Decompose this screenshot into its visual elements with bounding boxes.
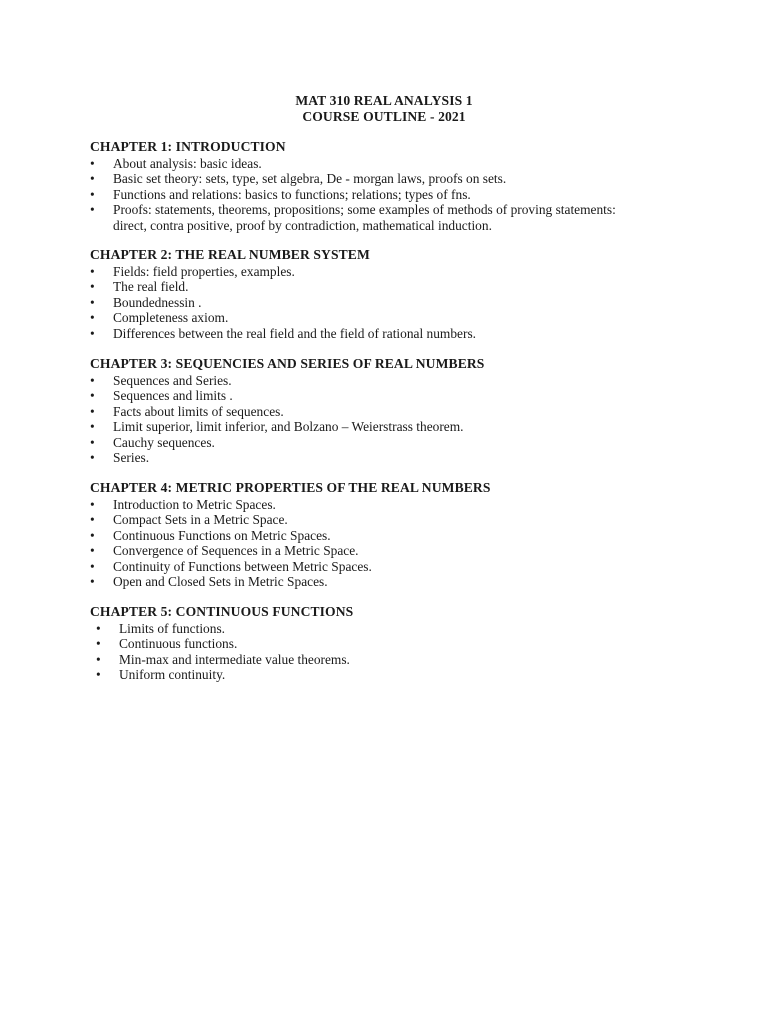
bullet-icon: • xyxy=(90,325,95,341)
document-title xyxy=(0,93,768,125)
list-item-text: Series. xyxy=(113,450,150,466)
list-item-text: Continuous functions. xyxy=(119,636,238,652)
list-item xyxy=(90,543,730,558)
bullet-icon: • xyxy=(90,186,95,202)
bullet-icon: • xyxy=(90,434,95,450)
list-item-text: Uniform continuity. xyxy=(119,667,226,683)
bullet-icon: • xyxy=(90,279,95,295)
list-item-text: Introduction to Metric Spaces. xyxy=(113,497,276,512)
chapter-heading: CHAPTER 5: CONTINUOUS FUNCTIONS xyxy=(90,604,354,619)
bullet-icon: • xyxy=(90,574,95,590)
list-item xyxy=(90,388,730,403)
list-item xyxy=(90,419,730,434)
chapter-heading: CHAPTER 1: INTRODUCTION xyxy=(90,139,286,154)
chapter-item-list xyxy=(90,497,730,589)
list-item xyxy=(90,497,730,512)
list-item-text: Continuity of Functions between Metric Spaces. xyxy=(113,558,372,574)
chapter-item-list xyxy=(90,373,730,465)
list-item-text: The real field. xyxy=(113,279,189,295)
list-item xyxy=(90,187,730,202)
bullet-icon: • xyxy=(90,497,95,512)
list-item xyxy=(90,512,730,527)
bullet-icon: • xyxy=(90,403,95,419)
list-item-text: Convergence of Sequences in a Metric Space. xyxy=(113,543,359,559)
list-item-text: Fields: field properties, examples. xyxy=(113,264,295,279)
bullet-icon: • xyxy=(90,310,95,326)
list-item xyxy=(90,264,730,279)
list-item-text: Basic set theory: sets, type, set algebra, De - morgan laws, proofs on sets. xyxy=(113,171,507,187)
list-item xyxy=(90,636,730,651)
list-item xyxy=(90,667,730,682)
chapter-heading: CHAPTER 4: METRIC PROPERTIES OF THE REAL NUMBERS xyxy=(90,480,491,495)
list-item-text: Facts about limits of sequences. xyxy=(113,403,284,419)
list-item-text: Functions and relations: basics to functions; relations; types of fns. xyxy=(113,186,471,202)
bullet-icon: • xyxy=(90,543,95,559)
bullet-icon: • xyxy=(90,512,95,528)
chapter-heading: CHAPTER 3: SEQUENCIES AND SERIES OF REAL NUMBERS xyxy=(90,356,485,371)
bullet-icon: • xyxy=(90,558,95,574)
list-item xyxy=(90,652,730,667)
chapter-item-list xyxy=(90,264,730,341)
chapter-4-section xyxy=(90,480,730,589)
list-item xyxy=(90,435,730,450)
list-item xyxy=(90,156,730,171)
list-item xyxy=(90,450,730,465)
list-item-text: Completeness axiom. xyxy=(113,310,229,326)
bullet-icon: • xyxy=(96,621,101,636)
bullet-icon: • xyxy=(90,373,95,388)
bullet-icon: • xyxy=(96,651,101,667)
bullet-icon: • xyxy=(90,450,95,466)
list-item xyxy=(90,279,730,294)
outline-subtitle: COURSE OUTLINE - 2021 xyxy=(302,109,466,124)
list-item-text: Continuous Functions on Metric Spaces. xyxy=(113,527,331,543)
list-item xyxy=(90,621,730,636)
list-item-text: Differences between the real field and the field of rational numbers. xyxy=(113,325,477,341)
chapter-3-section xyxy=(90,356,730,465)
chapter-heading: CHAPTER 2: THE REAL NUMBER SYSTEM xyxy=(90,247,370,262)
list-item-text: Limit superior, limit inferior, and Bolzano – Weierstrass theorem. xyxy=(113,419,464,435)
chapter-2-section xyxy=(90,247,730,341)
list-item-text: Sequences and limits . xyxy=(113,388,233,404)
bullet-icon: • xyxy=(96,667,101,683)
bullet-icon: • xyxy=(90,264,95,279)
bullet-icon: • xyxy=(90,527,95,543)
list-item xyxy=(90,404,730,419)
bullet-icon: • xyxy=(90,388,95,404)
list-item xyxy=(90,559,730,574)
list-item-text: Open and Closed Sets in Metric Spaces. xyxy=(113,574,328,590)
list-item xyxy=(90,295,730,310)
bullet-icon: • xyxy=(90,419,95,435)
list-item-text: Min-max and intermediate value theorems. xyxy=(119,651,350,667)
list-item xyxy=(90,373,730,388)
chapter-item-list xyxy=(90,156,730,233)
list-item xyxy=(90,202,638,233)
list-item-text: Limits of functions. xyxy=(119,621,226,636)
bullet-icon: • xyxy=(90,202,95,218)
list-item xyxy=(90,528,730,543)
list-item xyxy=(90,326,730,341)
bullet-icon: • xyxy=(96,636,101,652)
bullet-icon: • xyxy=(90,156,95,171)
chapter-1-section xyxy=(90,139,730,233)
list-item xyxy=(90,171,730,186)
list-item-text: Proofs: statements, theorems, propositions; some examples of methods of proving statements: direct, contra positive, proof by contradiction, mathematical induction. xyxy=(113,202,616,233)
bullet-icon: • xyxy=(90,294,95,310)
chapter-item-list xyxy=(90,621,730,683)
course-title: MAT 310 REAL ANALYSIS 1 xyxy=(295,93,473,108)
bullet-icon: • xyxy=(90,171,95,187)
list-item-text: Sequences and Series. xyxy=(113,373,232,388)
list-item-text: Boundednessin . xyxy=(113,294,202,310)
list-item-text: Compact Sets in a Metric Space. xyxy=(113,512,288,528)
list-item-text: Cauchy sequences. xyxy=(113,434,215,450)
list-item-text: About analysis: basic ideas. xyxy=(113,156,262,171)
list-item xyxy=(90,310,730,325)
chapter-5-section xyxy=(90,604,730,683)
list-item xyxy=(90,574,730,589)
